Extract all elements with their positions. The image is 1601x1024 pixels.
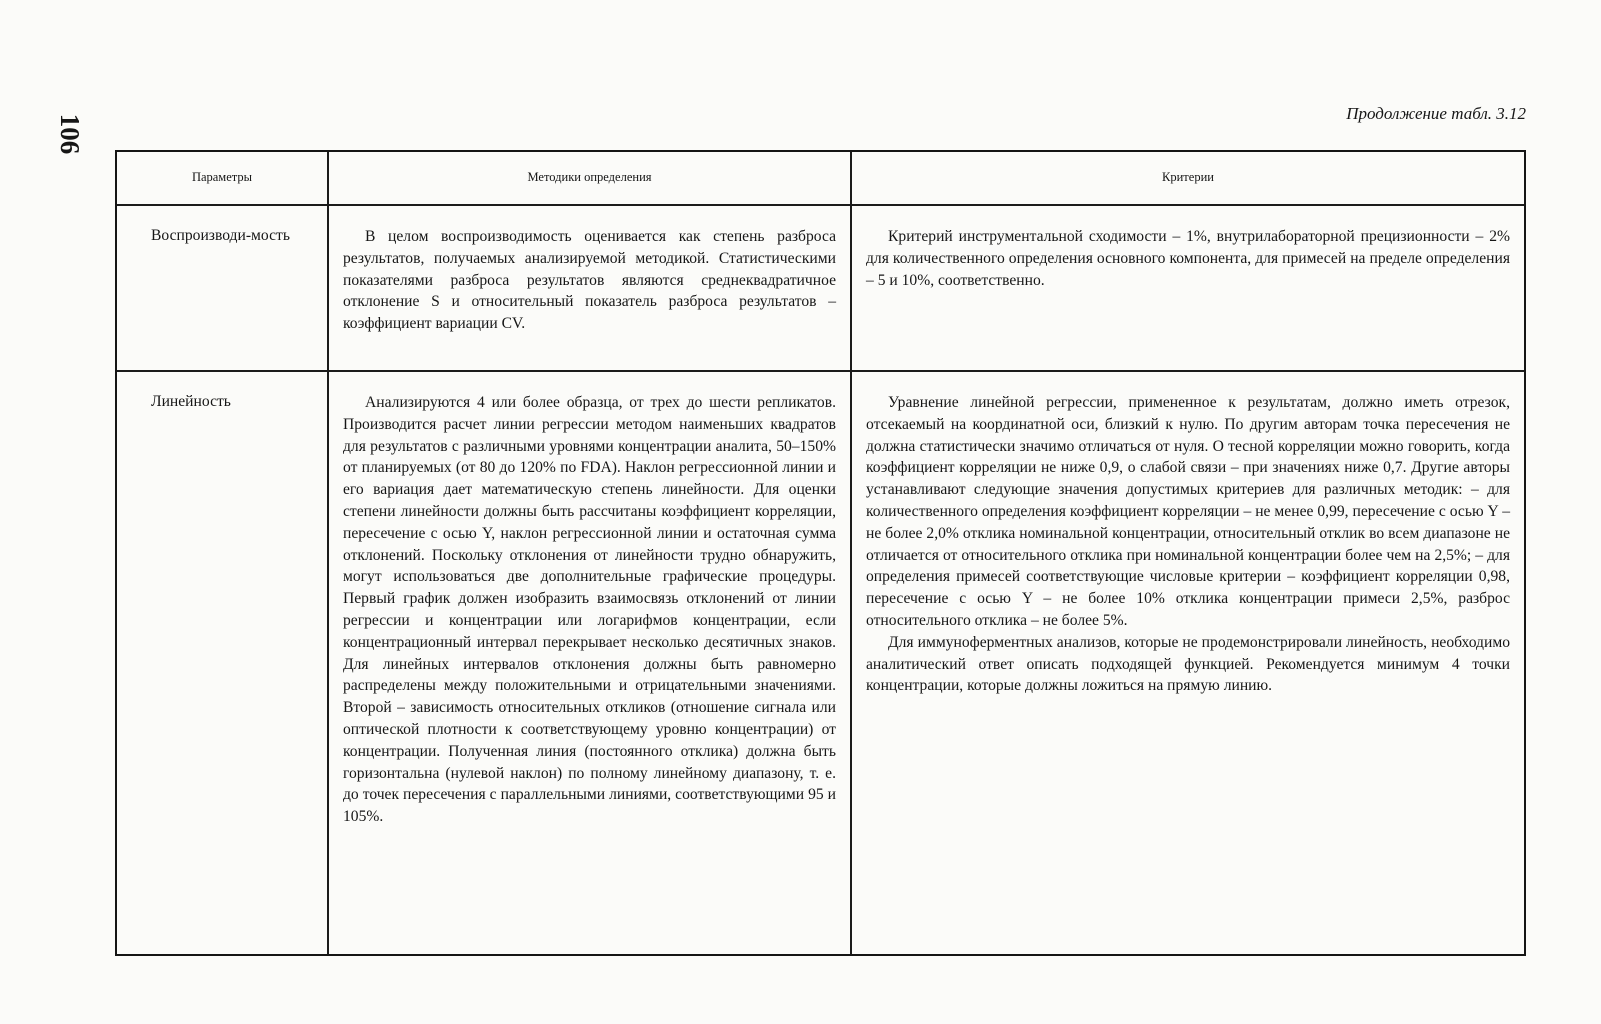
column-header-parameters: Параметры bbox=[117, 152, 329, 206]
methods-reproducibility bbox=[329, 206, 852, 372]
page-number: 106 bbox=[55, 113, 86, 155]
column-header-criteria: Критерии bbox=[852, 152, 1524, 206]
paragraph: Анализируются 4 или более образца, от трех до шести репликатов. Производится расчет линии регрессии методом наименьших квадратов для результатов с различными уровнями концентрации аналита, 50–150% от планируемых (от 80 до 120% по FDA). Наклон регрессионной линии и его вариация дает математическую степень линейности. Для оценки степени линейности должны быть рассчитаны коэффициент корреляции, пересечение с осью Y, наклон регрессионной линии и остаточная сумма отклонений. Поскольку отклонения от линейности трудно обнаружить, могут использоваться две дополнительные графические процедуры. Первый график должен изобразить взаимосвязь отклонений от линии регрессии и концентрации или логарифмов концентрации, если концентрационный интервал перекрывает несколько десятичных знаков. Для линейных интервалов отклонения должны быть равномерно распределены между положительными и отрицательными значениями. Второй – зависимость относительных откликов (отношение сигнала или оптической плотности к соответствующему уровню концентрации) от концентрации. Полученная линия (постоянного отклика) должна быть горизонтальна (нулевой наклон) по полному линейному диапазону, т. е. до точек пересечения с параллельными линиями, соответствующими 95 и 105%. bbox=[343, 394, 836, 826]
paragraph: Для иммуноферментных анализов, которые не продемонстрировали линейность, необходимо аналитический ответ описать подходящей функцией. Рекомендуется минимум 4 точки концентрации, которые должны ложиться на прямую линию. bbox=[866, 633, 1510, 695]
table bbox=[115, 150, 1526, 956]
paragraph: Критерий инструментальной сходимости – 1%, внутрилабораторной прецизионности – 2% для количественного определения основного компонента, для примесей на пределе определения – 5 и 10%, соответственно. bbox=[866, 228, 1510, 289]
table-continuation-label: Продолжение табл. 3.12 bbox=[1346, 104, 1526, 123]
column-header-methods: Методики определения bbox=[329, 152, 852, 206]
criteria-reproducibility bbox=[852, 206, 1524, 372]
criteria-linearity bbox=[852, 372, 1524, 954]
paragraph: В целом воспроизводимость оценивается как степень разброса результатов, получаемых анализируемой методикой. Статистическими показателями разброса результатов являются среднеквадратичное отклонение S и относительный показатель разброса результатов – коэффициент вариации CV. bbox=[343, 228, 836, 333]
methods-linearity bbox=[329, 372, 852, 954]
parameter-linearity: Линейность bbox=[117, 372, 329, 954]
parameter-reproducibility: Воспроизводи-мость bbox=[117, 206, 329, 372]
paragraph: Уравнение линейной регрессии, примененное к результатам, должно иметь отрезок, отсекаемый на координатной оси, близкий к нулю. По другим авторам точка пересечения не должна статистически значимо отличаться от нуля. О тесной корреляции можно говорить, когда коэффициент корреляции не ниже 0,9, о слабой связи – при значениях ниже 0,7. Другие авторы устанавливают следующие значения допустимых критериев для различных методик: – для количественного определения коэффициент корреляции – не менее 0,99, пересечение с осью Y – не более 2,0% отклика номинальной концентрации, относительный отклик во всем диапазоне не отличается от относительного отклика при номинальной концентрации более чем на 2,5%; – для определения примесей соответствующие числовые критерии – коэффициент корреляции 0,98, пересечение с осью Y – не более 10% отклика концентрации примеси 2,5%, разброс относительного отклика – не более 5%. bbox=[866, 394, 1510, 629]
